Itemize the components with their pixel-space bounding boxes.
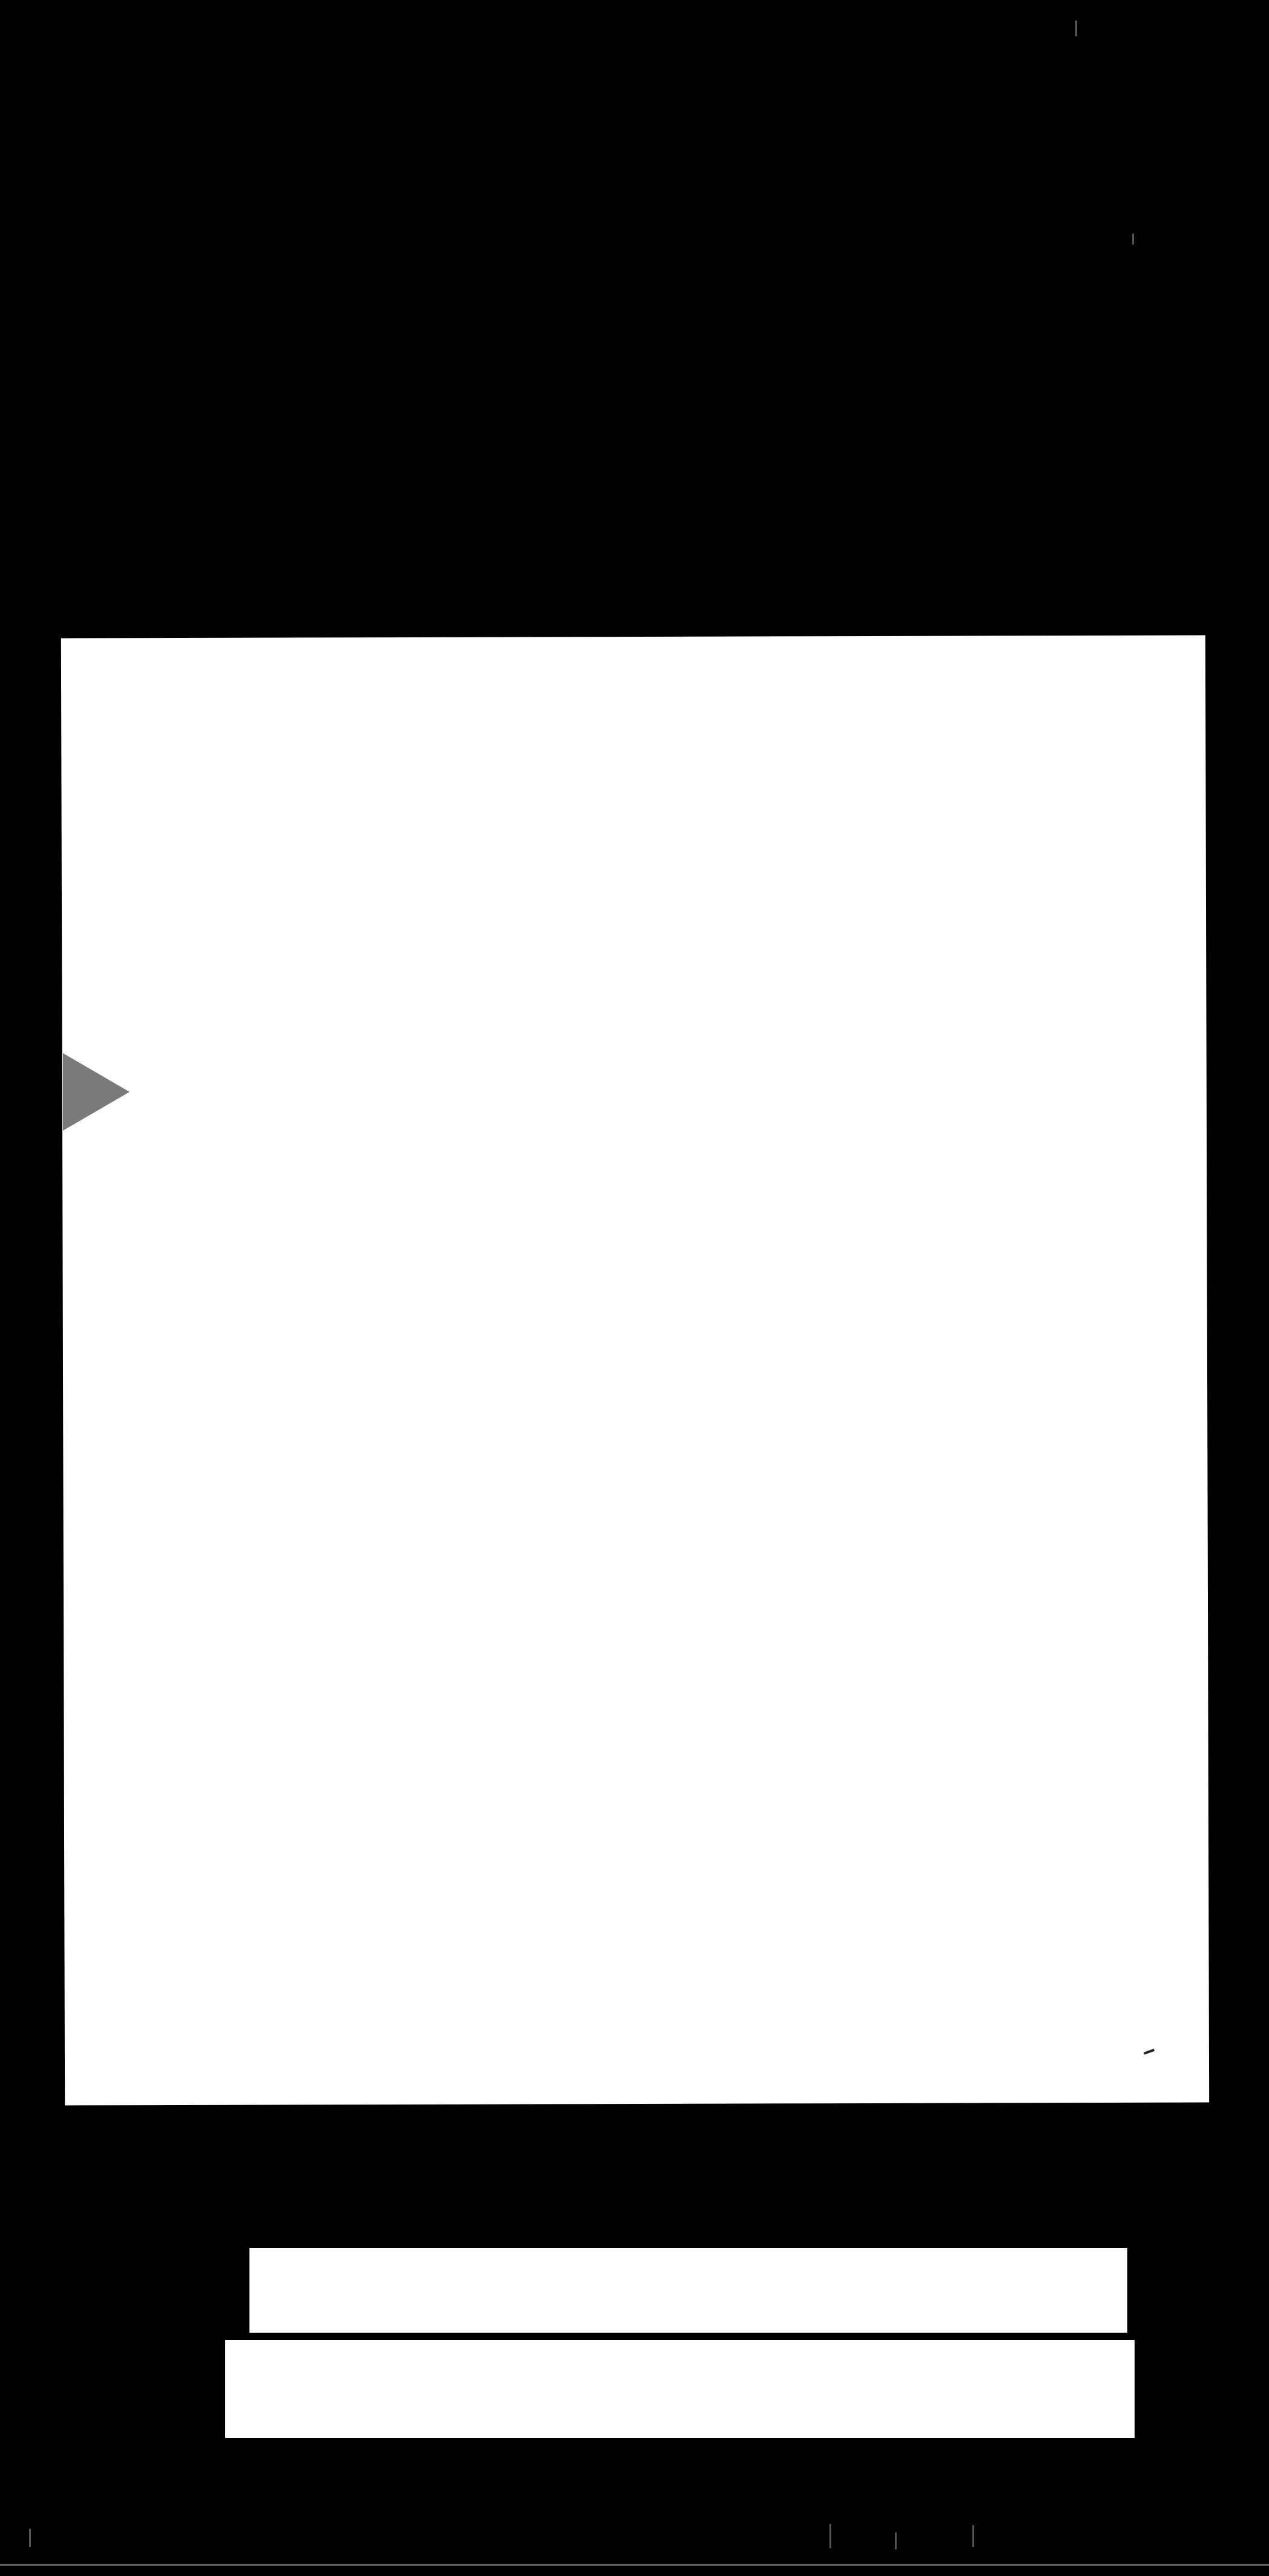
film-scratch xyxy=(829,2524,831,2548)
pointer-arrow-icon xyxy=(63,1053,130,1131)
entries-list xyxy=(61,636,1205,639)
film-scratch xyxy=(29,2529,31,2547)
film-scratch xyxy=(1075,21,1077,36)
film-scratch xyxy=(1132,234,1134,245)
film-scratch xyxy=(895,2532,897,2549)
film-scratch xyxy=(972,2525,974,2547)
header-english xyxy=(124,764,176,988)
film-edge xyxy=(0,2564,1269,2566)
pen-mark xyxy=(1144,2049,1155,2055)
reference-label xyxy=(249,2248,1127,2333)
document-page xyxy=(61,636,1209,2106)
archives-label xyxy=(225,2340,1135,2438)
header-french xyxy=(649,763,700,987)
